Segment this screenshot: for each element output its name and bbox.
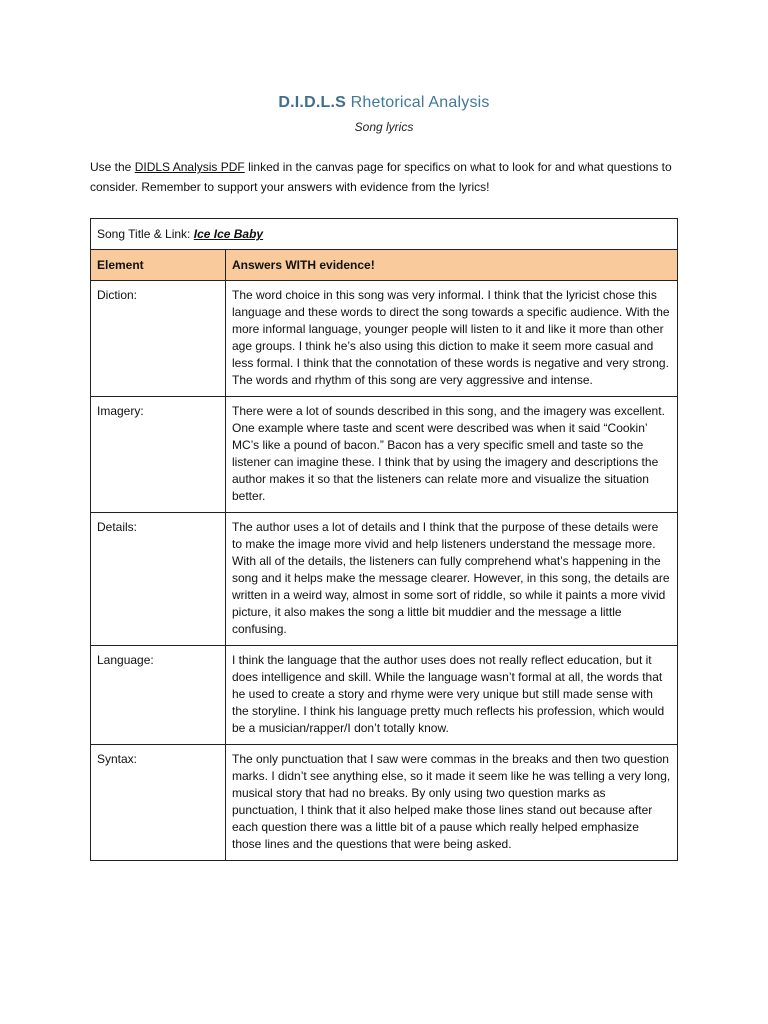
song-title-label: Song Title & Link: — [97, 227, 194, 241]
element-label: Details: — [91, 513, 226, 646]
table-header-row — [91, 250, 678, 281]
didls-pdf-link[interactable]: DIDLS Analysis PDF — [134, 160, 245, 174]
document-subtitle: Song lyrics — [354, 120, 414, 134]
answer-text: I think the language that the author uses does not really reflect education, but it does intelligence and skill. While the language wasn’t formal at all, the words that he used to create a story and rhyme were very unique but still made sense with the storyline. I think his language pretty much reflects his profession, which would be a musician/rapper/I don’t totally know. — [226, 646, 678, 745]
element-label: Syntax: — [91, 745, 226, 861]
intro-text-before: Use the — [90, 160, 135, 174]
header-element: Element — [91, 250, 226, 281]
song-title-link[interactable]: Ice Ice Baby — [193, 227, 264, 241]
table-row — [91, 397, 678, 513]
answer-text: There were a lot of sounds described in this song, and the imagery was excellent. One example where taste and scent were described was when it said “Cookin’ MC’s like a pound of bacon.” Bacon has a very specific smell and taste so the listener can imagine these. I think that by using the imagery and descriptions the author makes it so that the listeners can relate more and visualize the situation better. — [226, 397, 678, 513]
element-label: Language: — [91, 646, 226, 745]
song-title-row — [91, 219, 678, 250]
title-text: Rhetorical Analysis — [345, 94, 490, 111]
answer-text: The author uses a lot of details and I think that the purpose of these details were to make the image more vivid and help listeners understand the message more. With all of the details, the listeners can fully comprehend what’s happening in the song and it helps make the message clearer. However, in this song, the details are written in a weird way, almost in some sort of riddle, so while it paints a more vivid picture, it also makes the song a little bit muddier and the message a little confusing. — [226, 513, 678, 646]
answer-text: The only punctuation that I saw were commas in the breaks and then two question marks. I didn’t see anything else, so it made it seem like he was telling a very long, musical story that had no breaks. By only using two question marks as punctuation, I think that it also helped make those lines stand out because after each question there was a little bit of a pause which really helped emphasize those lines and the questions that were being asked. — [226, 745, 678, 861]
table-row — [91, 745, 678, 861]
header-answers: Answers WITH evidence! — [226, 250, 678, 281]
table-row — [91, 513, 678, 646]
table-row — [91, 646, 678, 745]
instructions-paragraph — [90, 157, 690, 197]
song-title-cell — [91, 219, 678, 250]
element-label: Diction: — [91, 281, 226, 397]
answer-text: The word choice in this song was very informal. I think that the lyricist chose this language and these words to direct the song towards a specific audience. With the more informal language, younger people will listen to it and like it more than other age groups. I think he’s also using this diction to make it seem more casual and less formal. I think that the connotation of these words is negative and very strong. The words and rhythm of this song are very aggressive and intense. — [226, 281, 678, 397]
didls-analysis-table — [90, 218, 678, 861]
title-abbreviation: D.I.D.L.S — [278, 94, 346, 111]
element-label: Imagery: — [91, 397, 226, 513]
table-row — [91, 281, 678, 397]
intro-text-after: linked in the canvas page for specifics on what to look for and what questions to consider. Remember to support your answers with evidence from the lyrics! — [90, 160, 672, 194]
document-title — [0, 94, 768, 112]
